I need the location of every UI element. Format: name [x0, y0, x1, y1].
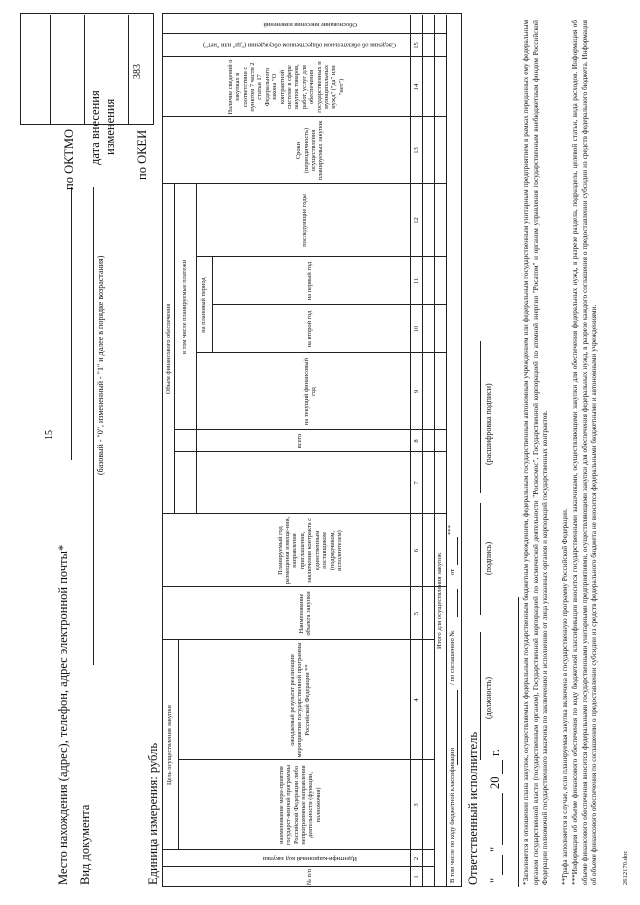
- col-num-10: 10: [412, 325, 420, 333]
- responsible-label: Ответственный исполнитель: [466, 731, 480, 885]
- okei-value: 383: [132, 64, 143, 79]
- th-col11: последующие годы: [301, 194, 309, 247]
- col-num-6: 6: [412, 548, 420, 553]
- col-num-14: 14: [412, 83, 420, 91]
- th-col15: Обоснование внесения изменений: [263, 21, 357, 29]
- col-num-4: 4: [412, 698, 420, 702]
- date-quote-open: ": [488, 877, 502, 883]
- th-col2: Идентифи-кационный код закупки: [262, 855, 358, 863]
- th-col7: всего: [296, 433, 304, 449]
- th-col4: ожидаемый результат реализации мероприятия государственной программы Российской Федерации **: [288, 642, 311, 758]
- page-number: 15: [44, 430, 55, 440]
- th-col6: Планируемый год размещения извеще-ния, направления приглашения, заключения контракта с единственным поставщиком (подрядчиком, исполнителем): [276, 516, 343, 585]
- location-underline: [71, 187, 72, 460]
- th-group-planned: в том числе планируемые платежи: [181, 260, 189, 354]
- col-num-2: 2: [412, 856, 420, 861]
- date-quote-close: ": [488, 846, 502, 852]
- position-hint: (должность): [484, 677, 493, 719]
- col-num-8: 8: [412, 439, 420, 443]
- oktmo-label: по ОКТМО: [62, 128, 76, 190]
- footnote-1: *Заполняется в отношении плана закупок, осуществляемых федеральным государственным бюджетным учреждением, федеральным государственным автономным учреждением или федеральным государственным унитарным предприятием в рамках переданных ему федеральным органом государственной власти (государственным органом), Государственной корпорацией по космической деятельности "Роскосмос", Государственной корпорацией по атомной энергии "Росатом" и органом управления государственным внебюджетным фондом Российской Федерации полномочий государственного заказчика по заключению и исполнению от лица указанных органов и корпораций государственных контрактов.: [522, 20, 550, 885]
- th-col8: на текущий финансовый год: [302, 357, 317, 426]
- change-date-label-2: изменения: [103, 98, 117, 155]
- th-col3: наименование меро-приятия государст-венной программы Российской Федерации либо непрограммные направления деятельности (функции, полномочия): [277, 764, 322, 846]
- total-row-label: Итого для осуществления закупок: [436, 552, 443, 649]
- th-col10: на второй год: [306, 310, 314, 348]
- th-group-finance: Объем финансового обеспечения: [164, 303, 172, 395]
- col-num-7: 7: [412, 481, 420, 485]
- date-year-prefix: 20: [488, 776, 502, 789]
- agreement-label: / по соглашению №: [449, 630, 456, 685]
- th-col12: Сроки (периодичность) осуществления планируемых закупок: [295, 120, 325, 181]
- doc-type-hint: (базовый - "0", измененный - "1" и далее в порядке возрастания): [96, 255, 105, 475]
- th-group-plan-period: на плановый период: [200, 277, 208, 333]
- decoding-hint: (расшифровка подписи): [484, 383, 493, 465]
- col-num-15: 15: [412, 42, 420, 49]
- agreement-marks: ***: [447, 525, 454, 535]
- th-col9: на первый год: [306, 261, 314, 301]
- col-num-9: 9: [412, 389, 420, 394]
- location-label: Место нахождения (адрес), телефон, адрес электронной почты*: [56, 544, 70, 885]
- th-col14: Сведения об обязательном общественном обсуждении ("да" или "нет"): [203, 41, 397, 49]
- th-group-goal: Цель осуществления закупки: [166, 705, 174, 785]
- agreement-from: от: [449, 568, 456, 575]
- doc-footer: 2612170.doc: [622, 850, 629, 885]
- footnote-3: ***Информация об объеме финансового обеспечения по коду бюджетной классификации вносится государственными заказчиками, осуществляющими закупки для обеспечения федеральных нужд, в разрезе раздела, подраздела, целевой статьи, вида расходов. Информация об объеме финансового обеспечения вносится федеральными государственными унитарными предприятиями, осуществляющими закупки для обеспечения федеральных нужд, в разрезе каждого соглашения о предоставлении субсидии из средств федерального бюджета. Информация об объеме финансового обеспечения по соглашению о предоставлении субсидии из средств федерального бюджета не вносится федеральными бюджетными и автономными учреждениями.: [571, 20, 599, 885]
- th-col13: Наличие сведений о закупках в соответствии с пунктом 7 части 2 статьи 17 Федерального закона "О контрактной системе в сфере закупок товаров, работ, услуг для обеспечения государственных и муниципальных нужд" ("да" или "нет"): [226, 59, 345, 115]
- doc-type-label: Вид документа: [78, 804, 92, 885]
- col-num-11: 11: [412, 277, 420, 285]
- col-num-5: 5: [412, 611, 420, 616]
- col-num-12: 12: [412, 217, 420, 224]
- unit-label: Единица измерения: рубль: [146, 742, 160, 885]
- signature-hint: (подпись): [484, 541, 493, 575]
- th-col5: Наименование объекта закупки: [297, 591, 312, 636]
- col-num-3: 3: [412, 803, 420, 807]
- date-year-suffix: г.: [488, 749, 502, 756]
- change-date-label-1: дата внесения: [88, 90, 102, 165]
- col-num-13: 13: [412, 147, 420, 154]
- th-col1: № п/п: [306, 868, 314, 886]
- col-num-1: 1: [412, 875, 420, 879]
- footnote-2: **Графа заполняется в случае, если планируемая закупка включена в государственную программу Российской Федерации.: [561, 508, 569, 885]
- doc-type-underline: [93, 187, 94, 665]
- kbk-row-label: В том числе по коду бюджетной классификации: [449, 747, 456, 883]
- okei-label: по ОКЕИ: [135, 129, 149, 180]
